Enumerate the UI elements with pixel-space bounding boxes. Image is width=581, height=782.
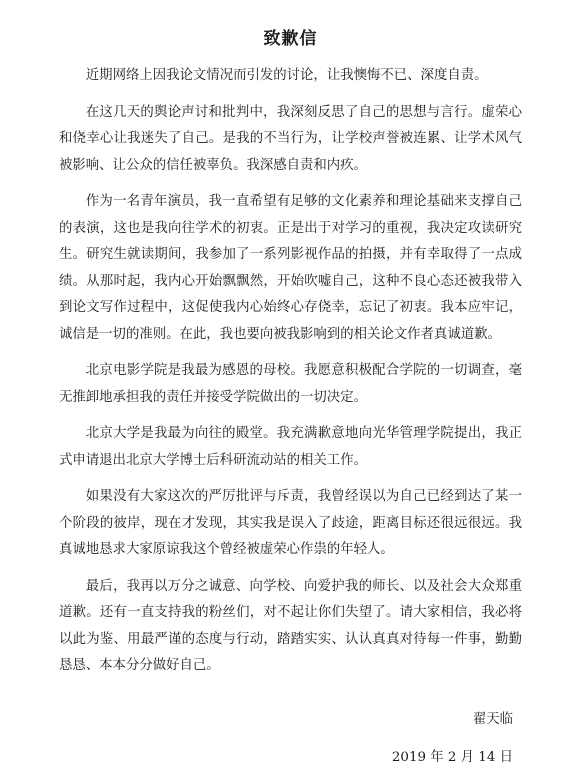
paragraph-5: 北京大学是我最为向往的殿堂。我充满歉意地向光华管理学院提出，我正式申请退出北京大学博士后科研流动站的相关工作。 — [59, 426, 522, 468]
paragraph-6: 如果没有大家这次的严厉批评与斥责，我曾经误以为自己已经到达了某一个阶段的彼岸，现在才发现，其实我是误入了歧途，距离目标还很远很远。我真诚地恳求大家原谅我这个曾经被虚荣心作祟的年轻人。 — [59, 489, 522, 557]
letter-body — [59, 63, 522, 690]
paragraph-1: 近期网络上因我论文情况而引发的讨论，让我懊悔不已、深度自责。 — [85, 68, 488, 83]
paragraph-4: 北京电影学院是我最为感恩的母校。我愿意积极配合学院的一切调查，毫无推卸地承担我的责任并接受学院做出的一切决定。 — [59, 363, 522, 405]
paragraph-7: 最后，我再以万分之诚意、向学校、向爱护我的师长、以及社会大众郑重道歉。还有一直支持我的粉丝们，对不起让你们失望了。请大家相信，我必将以此为鉴、用最严谨的态度与行动，踏踏实实、认认真真对待每一件事，勤勤恳恳、本本分分做好自己。 — [59, 578, 522, 673]
letter-date: 2019 年 2 月 14 日 — [391, 750, 513, 765]
letter-title: 致歉信 — [263, 29, 318, 49]
paragraph-3: 作为一名青年演员，我一直希望有足够的文化素养和理论基础来支撑自己的表演，这也是我向往学术的初衷。正是出于对学习的重视，我决定攻读研究生。研究生就读期间，我参加了一系列影视作品的拍摄，并有幸取得了一点成绩。从那时起，我内心开始飘飘然，开始吹嘘自己，这种不良心态还被我带入到论文写作过程中，这促使我内心始终心存侥幸，忘记了初衷。我本应牢记，诚信是一切的准则。在此，我也要向被我影响到的相关论文作者真诚道歉。 — [59, 194, 522, 342]
paragraph-2: 在这几天的舆论声讨和批判中，我深刻反思了自己的思想与言行。虚荣心和侥幸心让我迷失了自己。是我的不当行为，让学校声誉被连累、让学术风气被影响、让公众的信任被辜负。我深感自责和内疚。 — [59, 104, 522, 173]
signature: 翟天临 — [472, 712, 513, 727]
